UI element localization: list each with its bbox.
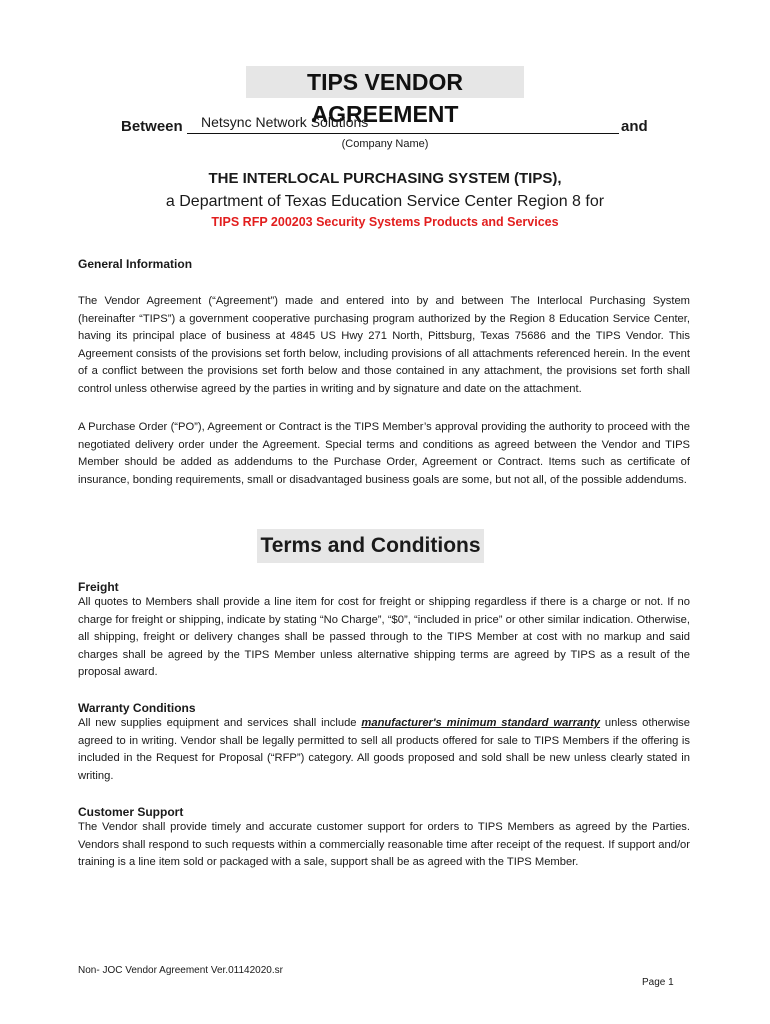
warranty-text (78, 715, 690, 785)
support-label: Customer Support (78, 805, 184, 819)
company-caption: (Company Name) (341, 138, 429, 150)
between-row (121, 114, 651, 138)
heading-sub: a Department of Texas Education Service Center Region 8 for (165, 193, 605, 210)
heading-main: THE INTERLOCAL PURCHASING SYSTEM (TIPS), (208, 170, 562, 187)
freight-label: Freight (78, 580, 119, 594)
warranty-text-before: All new supplies equipment and services shall include (78, 717, 362, 729)
general-paragraph-2: A Purchase Order (“PO”), Agreement or Contract is the TIPS Member’s approval providing the authority to proceed with the negotiated delivery order under the Agreement. Special terms and conditions as agreed between the Vendor and TIPS Member should be added as addendums to the Purchase Order, Agreement or Contract. Items such as certificate of insurance, bonding requirements, small or disadvantaged business goals are some, but not all, of the possible addendums. (78, 421, 690, 486)
and-label: and (621, 118, 648, 135)
company-name-underline (187, 133, 619, 134)
general-information-label: General Information (78, 257, 193, 271)
footer-page-number: Page 1 (642, 977, 674, 988)
warranty-text-after: unless otherwise agreed to in writing. Vendor shall be legally permitted to sell all products offered for sale to TIPS Members if the offering is included in the Request for Proposal (“RFP”) category. All goods proposed and sold shall be new unless clearly stated in writing. (78, 717, 691, 782)
document-title: TIPS VENDOR AGREEMENT (246, 66, 524, 98)
between-label: Between (121, 118, 183, 135)
freight-section (78, 580, 690, 682)
footer-version: Non- JOC Vendor Agreement Ver.01142020.sr (78, 965, 283, 976)
general-paragraph-1: The Vendor Agreement (“Agreement”) made and entered into by and between The Interlocal Purchasing System (hereinafter “TIPS”) a government cooperative purchasing program authorized by the Region 8 Education Service Center, having its principal place of business at 4845 US Hwy 271 North, Pittsburg, Texas 75686 and the TIPS Vendor. This Agreement consists of the provisions set forth below, including provisions of all attachments referenced herein. In the event of a conflict between the provisions set forth below and those contained in any attachment, the provisions set forth shall control unless otherwise agreed by the parties in writing and by signature and date on the attachment. (78, 295, 690, 395)
terms-heading: Terms and Conditions (257, 529, 484, 563)
warranty-section (78, 701, 690, 785)
support-section (78, 805, 690, 872)
warranty-emphasis: manufacturer's minimum standard warranty (361, 717, 601, 729)
warranty-label: Warranty Conditions (78, 701, 196, 715)
company-name-field[interactable]: Netsync Network Solutions (201, 114, 369, 130)
support-text: The Vendor shall provide timely and accurate customer support for orders to TIPS Members as agreed by the Parties. Vendors shall respond to such requests within a commercially reasonable time after receipt of the request. If support and/or training is a line item sold or packaged with a sale, support shall be as agreed with the TIPS Member. (78, 821, 690, 868)
heading-rfp: TIPS RFP 200203 Security Systems Products and Services (211, 215, 559, 229)
freight-text: All quotes to Members shall provide a line item for cost for freight or shipping regardless if there is a charge or not. If no charge for freight or shipping, indicate by stating “No Charge”, “$0”, “included in price” or other similar indication. Otherwise, all shipping, freight or delivery changes shall be passed through to the TIPS Member at cost with no markup and said charges shall be agreed by the TIPS Member unless alternative shipping terms are agreed by TIPS as a result of the proposal award. (78, 596, 690, 678)
